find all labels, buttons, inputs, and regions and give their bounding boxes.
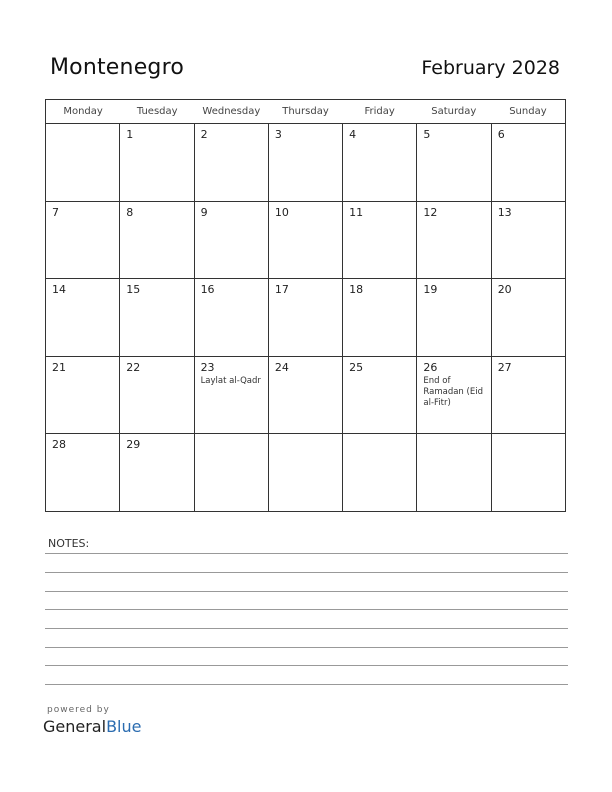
day-cell <box>120 434 194 512</box>
day-cell <box>46 357 120 434</box>
day-number: 26 <box>423 360 438 374</box>
day-cell <box>343 357 417 434</box>
day-cell <box>492 279 565 356</box>
day-cell <box>195 434 269 512</box>
day-number: 13 <box>497 205 512 219</box>
day-number: 29 <box>126 438 141 452</box>
day-number: 12 <box>423 205 438 219</box>
day-cell <box>120 279 194 356</box>
day-number: 24 <box>274 360 289 374</box>
day-number: 1 <box>126 128 134 141</box>
day-cell <box>269 124 343 201</box>
notes-label: NOTES: <box>48 537 90 550</box>
day-number: 19 <box>423 283 438 297</box>
day-number: 22 <box>126 360 141 374</box>
day-number: 20 <box>497 283 512 297</box>
holiday-label: End of Ramadan (Eid al-Fitr) <box>423 375 483 408</box>
day-number: 15 <box>126 283 141 297</box>
week-row <box>46 124 565 202</box>
day-number: 10 <box>274 205 289 219</box>
notes-line <box>45 665 568 666</box>
weekday-label: Saturday <box>431 106 477 117</box>
day-cell <box>343 434 417 512</box>
day-cell <box>195 357 269 434</box>
day-cell <box>417 434 491 512</box>
weekday-header-row <box>46 100 565 124</box>
weekday-label: Friday <box>364 106 395 117</box>
weekday-label: Monday <box>63 106 103 117</box>
day-cell <box>120 357 194 434</box>
day-cell <box>492 124 565 201</box>
day-cell <box>46 124 120 201</box>
day-number: 11 <box>349 205 364 219</box>
logo-text-general: General <box>43 717 107 736</box>
day-number: 23 <box>200 360 215 374</box>
day-number: 3 <box>274 128 282 141</box>
notes-line <box>45 609 568 610</box>
week-row <box>46 357 565 435</box>
day-cell <box>492 202 565 279</box>
day-cell <box>195 279 269 356</box>
day-cell <box>269 202 343 279</box>
notes-line <box>45 684 568 685</box>
day-cell <box>492 434 565 512</box>
day-cell <box>120 124 194 201</box>
month-year-title: February 2028 <box>421 57 560 79</box>
notes-line <box>45 628 568 629</box>
day-number: 28 <box>52 438 66 452</box>
day-cell <box>417 202 491 279</box>
day-cell <box>343 279 417 356</box>
day-number: 5 <box>423 128 431 141</box>
day-cell <box>120 202 194 279</box>
notes-line <box>45 591 568 592</box>
day-number: 17 <box>274 283 289 297</box>
notes-line <box>45 572 568 573</box>
notes-line <box>45 553 568 554</box>
day-cell <box>269 434 343 512</box>
day-number: 9 <box>200 205 208 219</box>
day-cell <box>269 357 343 434</box>
logo-text-blue: Blue <box>106 717 142 736</box>
day-cell <box>417 357 491 434</box>
day-cell <box>46 434 120 512</box>
week-row <box>46 202 565 280</box>
day-cell <box>46 279 120 356</box>
weekday-label: Sunday <box>509 106 547 117</box>
day-cell <box>46 202 120 279</box>
country-title: Montenegro <box>50 55 185 80</box>
day-cell <box>195 202 269 279</box>
day-number: 27 <box>497 360 512 374</box>
notes-line <box>45 647 568 648</box>
holiday-label: Laylat al-Qadr <box>200 375 261 386</box>
calendar-grid <box>45 99 566 512</box>
week-row <box>46 279 565 357</box>
day-number: 18 <box>349 283 364 297</box>
day-number: 25 <box>349 360 364 374</box>
day-number: 8 <box>126 205 134 219</box>
day-number: 7 <box>52 205 59 219</box>
day-cell <box>492 357 565 434</box>
day-number: 4 <box>349 128 357 141</box>
weekday-label: Thursday <box>282 106 329 117</box>
day-cell <box>195 124 269 201</box>
powered-by-text: powered by <box>47 705 110 715</box>
week-row <box>46 434 565 512</box>
day-cell <box>343 124 417 201</box>
day-cell <box>417 124 491 201</box>
generalblue-logo[interactable] <box>43 717 141 736</box>
day-number: 21 <box>52 360 66 374</box>
day-number: 16 <box>200 283 215 297</box>
weekday-label: Wednesday <box>202 106 261 117</box>
day-number: 14 <box>52 283 66 297</box>
day-number: 6 <box>497 128 505 141</box>
day-number: 2 <box>200 128 208 141</box>
weekday-label: Tuesday <box>136 106 178 117</box>
day-cell <box>417 279 491 356</box>
day-cell <box>343 202 417 279</box>
day-cell <box>269 279 343 356</box>
